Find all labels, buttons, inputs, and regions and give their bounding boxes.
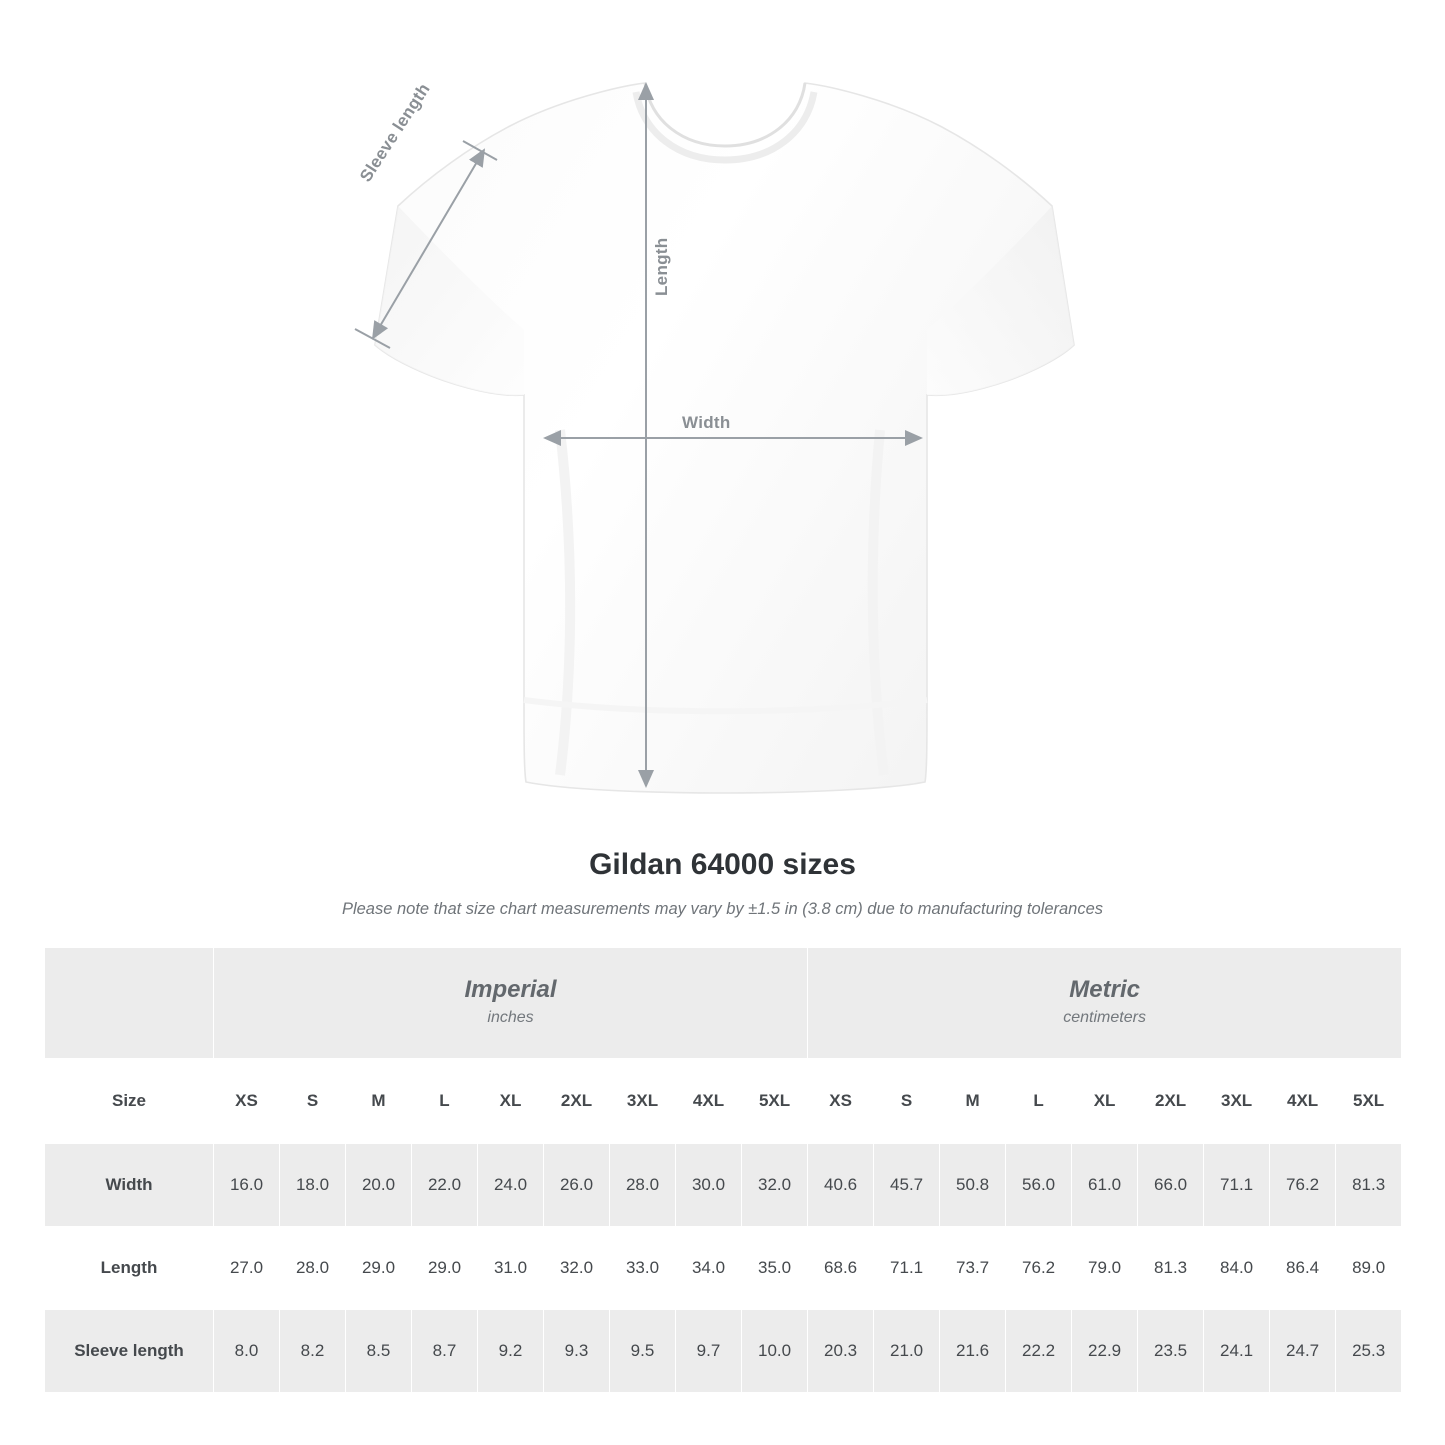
size-header-metric-s: S <box>874 1059 940 1144</box>
size-chart-heading <box>0 848 1445 919</box>
width-metric-2xl: 66.0 <box>1138 1144 1204 1227</box>
table-row-length <box>45 1227 1402 1310</box>
size-header-label: Size <box>45 1059 214 1144</box>
sleeve-metric-l: 22.2 <box>1006 1310 1072 1393</box>
unit-group-imperial-sub: inches <box>487 1009 534 1027</box>
width-imperial-s: 18.0 <box>280 1144 346 1227</box>
page-title: Gildan 64000 sizes <box>589 848 856 881</box>
size-header-metric-4xl: 4XL <box>1270 1059 1336 1144</box>
unit-group-metric <box>808 948 1402 1059</box>
width-imperial-m: 20.0 <box>346 1144 412 1227</box>
sleeve-imperial-3xl: 9.5 <box>610 1310 676 1393</box>
sleeve-imperial-xs: 8.0 <box>214 1310 280 1393</box>
length-metric-l: 76.2 <box>1006 1227 1072 1310</box>
table-row-width <box>45 1144 1402 1227</box>
sleeve-imperial-m: 8.5 <box>346 1310 412 1393</box>
width-imperial-4xl: 30.0 <box>676 1144 742 1227</box>
sleeve-length-label: Sleeve length <box>356 79 434 186</box>
width-metric-xl: 61.0 <box>1072 1144 1138 1227</box>
size-header-metric-xs: XS <box>808 1059 874 1144</box>
size-header-imperial-4xl: 4XL <box>676 1059 742 1144</box>
width-metric-xs: 40.6 <box>808 1144 874 1227</box>
tolerance-note: Please note that size chart measurements may vary by ±1.5 in (3.8 cm) due to manufacturing tolerances <box>341 900 1104 918</box>
sleeve-metric-s: 21.0 <box>874 1310 940 1393</box>
size-header-imperial-l: L <box>412 1059 478 1144</box>
length-imperial-l: 29.0 <box>412 1227 478 1310</box>
size-header-row <box>45 1059 1402 1144</box>
sleeve-imperial-4xl: 9.7 <box>676 1310 742 1393</box>
sleeve-imperial-l: 8.7 <box>412 1310 478 1393</box>
length-imperial-2xl: 32.0 <box>544 1227 610 1310</box>
table-row-sleeve-length <box>45 1310 1402 1393</box>
length-imperial-xl: 31.0 <box>478 1227 544 1310</box>
width-imperial-xs: 16.0 <box>214 1144 280 1227</box>
sleeve-metric-3xl: 24.1 <box>1204 1310 1270 1393</box>
sleeve-metric-4xl: 24.7 <box>1270 1310 1336 1393</box>
length-metric-2xl: 81.3 <box>1138 1227 1204 1310</box>
row-label-sleeve-length: Sleeve length <box>45 1310 214 1393</box>
length-imperial-m: 29.0 <box>346 1227 412 1310</box>
length-imperial-5xl: 35.0 <box>742 1227 808 1310</box>
unit-row-spacer <box>45 948 214 1059</box>
size-header-metric-3xl: 3XL <box>1204 1059 1270 1144</box>
sleeve-metric-xl: 22.9 <box>1072 1310 1138 1393</box>
width-metric-m: 50.8 <box>940 1144 1006 1227</box>
length-metric-4xl: 86.4 <box>1270 1227 1336 1310</box>
size-header-metric-m: M <box>940 1059 1006 1144</box>
unit-group-imperial <box>214 948 808 1059</box>
length-metric-xs: 68.6 <box>808 1227 874 1310</box>
unit-group-row <box>45 948 1402 1059</box>
width-imperial-5xl: 32.0 <box>742 1144 808 1227</box>
width-metric-5xl: 81.3 <box>1336 1144 1402 1227</box>
width-label: Width <box>682 413 731 432</box>
sleeve-metric-xs: 20.3 <box>808 1310 874 1393</box>
unit-group-imperial-name: Imperial <box>464 976 557 1004</box>
width-metric-l: 56.0 <box>1006 1144 1072 1227</box>
sleeve-metric-2xl: 23.5 <box>1138 1310 1204 1393</box>
length-metric-m: 73.7 <box>940 1227 1006 1310</box>
width-imperial-xl: 24.0 <box>478 1144 544 1227</box>
width-imperial-2xl: 26.0 <box>544 1144 610 1227</box>
width-imperial-3xl: 28.0 <box>610 1144 676 1227</box>
size-header-imperial-5xl: 5XL <box>742 1059 808 1144</box>
size-table-wrapper <box>44 947 1401 1393</box>
sleeve-metric-m: 21.6 <box>940 1310 1006 1393</box>
size-header-imperial-s: S <box>280 1059 346 1144</box>
size-header-imperial-m: M <box>346 1059 412 1144</box>
length-imperial-3xl: 33.0 <box>610 1227 676 1310</box>
row-label-width: Width <box>45 1144 214 1227</box>
width-metric-s: 45.7 <box>874 1144 940 1227</box>
sleeve-imperial-xl: 9.2 <box>478 1310 544 1393</box>
length-imperial-s: 28.0 <box>280 1227 346 1310</box>
size-header-imperial-2xl: 2XL <box>544 1059 610 1144</box>
size-chart-table <box>44 947 1402 1393</box>
row-label-length: Length <box>45 1227 214 1310</box>
width-imperial-l: 22.0 <box>412 1144 478 1227</box>
length-metric-3xl: 84.0 <box>1204 1227 1270 1310</box>
size-header-imperial-3xl: 3XL <box>610 1059 676 1144</box>
size-header-imperial-xs: XS <box>214 1059 280 1144</box>
width-metric-4xl: 76.2 <box>1270 1144 1336 1227</box>
size-header-metric-xl: XL <box>1072 1059 1138 1144</box>
unit-group-metric-sub: centimeters <box>1063 1009 1146 1027</box>
size-header-metric-l: L <box>1006 1059 1072 1144</box>
length-label: Length <box>652 237 671 296</box>
sleeve-imperial-2xl: 9.3 <box>544 1310 610 1393</box>
sleeve-metric-5xl: 25.3 <box>1336 1310 1402 1393</box>
length-metric-5xl: 89.0 <box>1336 1227 1402 1310</box>
length-imperial-4xl: 34.0 <box>676 1227 742 1310</box>
length-imperial-xs: 27.0 <box>214 1227 280 1310</box>
unit-group-metric-name: Metric <box>1069 976 1140 1004</box>
size-header-imperial-xl: XL <box>478 1059 544 1144</box>
size-header-metric-5xl: 5XL <box>1336 1059 1402 1144</box>
sleeve-imperial-5xl: 10.0 <box>742 1310 808 1393</box>
sleeve-imperial-s: 8.2 <box>280 1310 346 1393</box>
size-header-metric-2xl: 2XL <box>1138 1059 1204 1144</box>
length-metric-s: 71.1 <box>874 1227 940 1310</box>
width-metric-3xl: 71.1 <box>1204 1144 1270 1227</box>
length-metric-xl: 79.0 <box>1072 1227 1138 1310</box>
